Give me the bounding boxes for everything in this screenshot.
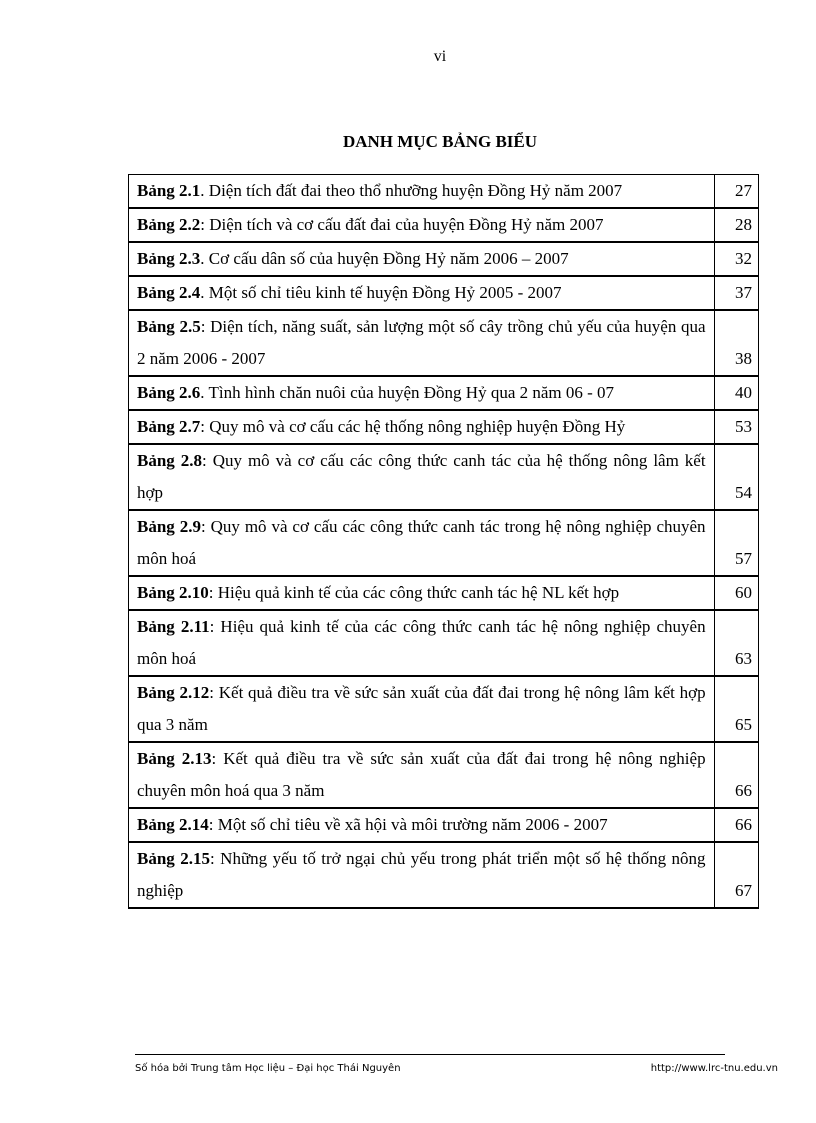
table-row bbox=[129, 242, 759, 276]
footer-url[interactable]: http://www.lrc-tnu.edu.vn bbox=[650, 1063, 778, 1074]
entry-text: Diện tích, năng suất, sản lượng một số cây trồng chủ yếu của huyện qua 2 năm 2006 - 2007 bbox=[137, 317, 706, 368]
entry-text: Những yếu tố trở ngại chủ yếu trong phát triển một số hệ thống nông nghiệp bbox=[137, 849, 706, 900]
entry-label: Bảng 2.1 bbox=[137, 181, 201, 200]
entry-description bbox=[129, 576, 715, 610]
entry-page-number: 57 bbox=[714, 510, 758, 576]
entry-label: Bảng 2.13 bbox=[137, 749, 212, 768]
entry-separator: : bbox=[209, 683, 215, 702]
entry-description bbox=[129, 842, 715, 908]
entry-separator: . bbox=[200, 383, 205, 402]
entry-page-number: 38 bbox=[714, 310, 758, 376]
entry-label: Bảng 2.7 bbox=[137, 417, 201, 436]
entry-page-number: 60 bbox=[714, 576, 758, 610]
entry-separator: : bbox=[200, 417, 206, 436]
entry-page-number: 40 bbox=[714, 376, 758, 410]
entry-separator: : bbox=[209, 617, 215, 636]
entry-separator: : bbox=[208, 583, 214, 602]
entry-text: Một số chỉ tiêu về xã hội và môi trường năm 2006 - 2007 bbox=[213, 815, 608, 834]
entry-label: Bảng 2.15 bbox=[137, 849, 210, 868]
entry-separator: : bbox=[200, 215, 206, 234]
entry-description bbox=[129, 208, 715, 242]
entry-page-number: 66 bbox=[714, 808, 758, 842]
entry-page-number: 65 bbox=[714, 676, 758, 742]
entry-label: Bảng 2.11 bbox=[137, 617, 210, 636]
entry-label: Bảng 2.12 bbox=[137, 683, 210, 702]
entry-description bbox=[129, 444, 715, 510]
entry-separator: : bbox=[211, 749, 217, 768]
entry-separator: . bbox=[200, 181, 205, 200]
entry-page-number: 66 bbox=[714, 742, 758, 808]
entry-page-number: 37 bbox=[714, 276, 758, 310]
entry-page-number: 32 bbox=[714, 242, 758, 276]
entry-separator: . bbox=[200, 283, 205, 302]
entry-text: Quy mô và cơ cấu các công thức canh tác của hệ thống nông lâm kết hợp bbox=[137, 451, 706, 502]
entry-label: Bảng 2.9 bbox=[137, 517, 201, 536]
entry-label: Bảng 2.5 bbox=[137, 317, 201, 336]
table-row bbox=[129, 310, 759, 376]
entry-label: Bảng 2.6 bbox=[137, 383, 201, 402]
table-row bbox=[129, 510, 759, 576]
table-row bbox=[129, 676, 759, 742]
entry-text: Hiệu quả kinh tế của các công thức canh tác hệ nông nghiệp chuyên môn hoá bbox=[137, 617, 706, 668]
entry-label: Bảng 2.8 bbox=[137, 451, 203, 470]
entry-description bbox=[129, 175, 715, 209]
table-row bbox=[129, 742, 759, 808]
entry-page-number: 63 bbox=[714, 610, 758, 676]
entry-text: Quy mô và cơ cấu các hệ thống nông nghiệp huyện Đồng Hỷ bbox=[205, 417, 626, 436]
entry-description bbox=[129, 610, 715, 676]
entry-separator: : bbox=[200, 317, 206, 336]
entry-description bbox=[129, 242, 715, 276]
entry-separator: : bbox=[208, 815, 214, 834]
entry-text: Kết quả điều tra về sức sản xuất của đất đai trong hệ nông lâm kết hợp qua 3 năm bbox=[137, 683, 706, 734]
entry-description bbox=[129, 742, 715, 808]
entry-separator: . bbox=[200, 249, 205, 268]
table-row bbox=[129, 410, 759, 444]
page-number: vi bbox=[433, 48, 447, 65]
entry-description bbox=[129, 510, 715, 576]
entry-text: Quy mô và cơ cấu các công thức canh tác trong hệ nông nghiệp chuyên môn hoá bbox=[137, 517, 706, 568]
table-row bbox=[129, 376, 759, 410]
entry-label: Bảng 2.10 bbox=[137, 583, 209, 602]
table-row bbox=[129, 842, 759, 908]
table-row bbox=[129, 276, 759, 310]
table-row bbox=[129, 808, 759, 842]
entry-separator: : bbox=[202, 451, 207, 470]
entry-description bbox=[129, 310, 715, 376]
entry-text: Hiệu quả kinh tế của các công thức canh tác hệ NL kết hợp bbox=[213, 583, 620, 602]
entry-page-number: 67 bbox=[714, 842, 758, 908]
entry-text: Diện tích và cơ cấu đất đai của huyện Đồng Hỷ năm 2007 bbox=[205, 215, 604, 234]
entry-label: Bảng 2.2 bbox=[137, 215, 201, 234]
entry-page-number: 53 bbox=[714, 410, 758, 444]
entry-text: Tình hình chăn nuôi của huyện Đồng Hỷ qua 2 năm 06 - 07 bbox=[204, 383, 615, 402]
table-row bbox=[129, 208, 759, 242]
footer-divider bbox=[135, 1054, 725, 1055]
entry-label: Bảng 2.4 bbox=[137, 283, 201, 302]
entry-description bbox=[129, 676, 715, 742]
table-row bbox=[129, 175, 759, 209]
entry-page-number: 54 bbox=[714, 444, 758, 510]
entry-description bbox=[129, 410, 715, 444]
table-list bbox=[128, 174, 759, 909]
entry-description bbox=[129, 276, 715, 310]
table-row bbox=[129, 576, 759, 610]
table-row bbox=[129, 444, 759, 510]
page-title: DANH MỤC BẢNG BIỂU bbox=[342, 132, 538, 151]
footer-source: Số hóa bởi Trung tâm Học liệu – Đại học Thái Nguyên bbox=[135, 1063, 401, 1074]
entry-description bbox=[129, 808, 715, 842]
entry-label: Bảng 2.3 bbox=[137, 249, 201, 268]
entry-page-number: 28 bbox=[714, 208, 758, 242]
table-row bbox=[129, 610, 759, 676]
entry-text: Một số chỉ tiêu kinh tế huyện Đồng Hỷ 2005 - 2007 bbox=[204, 283, 562, 302]
entry-description bbox=[129, 376, 715, 410]
entry-separator: : bbox=[210, 849, 215, 868]
entry-label: Bảng 2.14 bbox=[137, 815, 209, 834]
entry-page-number: 27 bbox=[714, 175, 758, 209]
entry-text: Diện tích đất đai theo thổ nhưỡng huyện Đồng Hỷ năm 2007 bbox=[204, 181, 623, 200]
entry-separator: : bbox=[200, 517, 206, 536]
entry-text: Cơ cấu dân số của huyện Đồng Hỷ năm 2006 – 2007 bbox=[204, 249, 569, 268]
entry-text: Kết quả điều tra về sức sản xuất của đất đai trong hệ nông nghiệp chuyên môn hoá qua 3 năm bbox=[137, 749, 706, 800]
